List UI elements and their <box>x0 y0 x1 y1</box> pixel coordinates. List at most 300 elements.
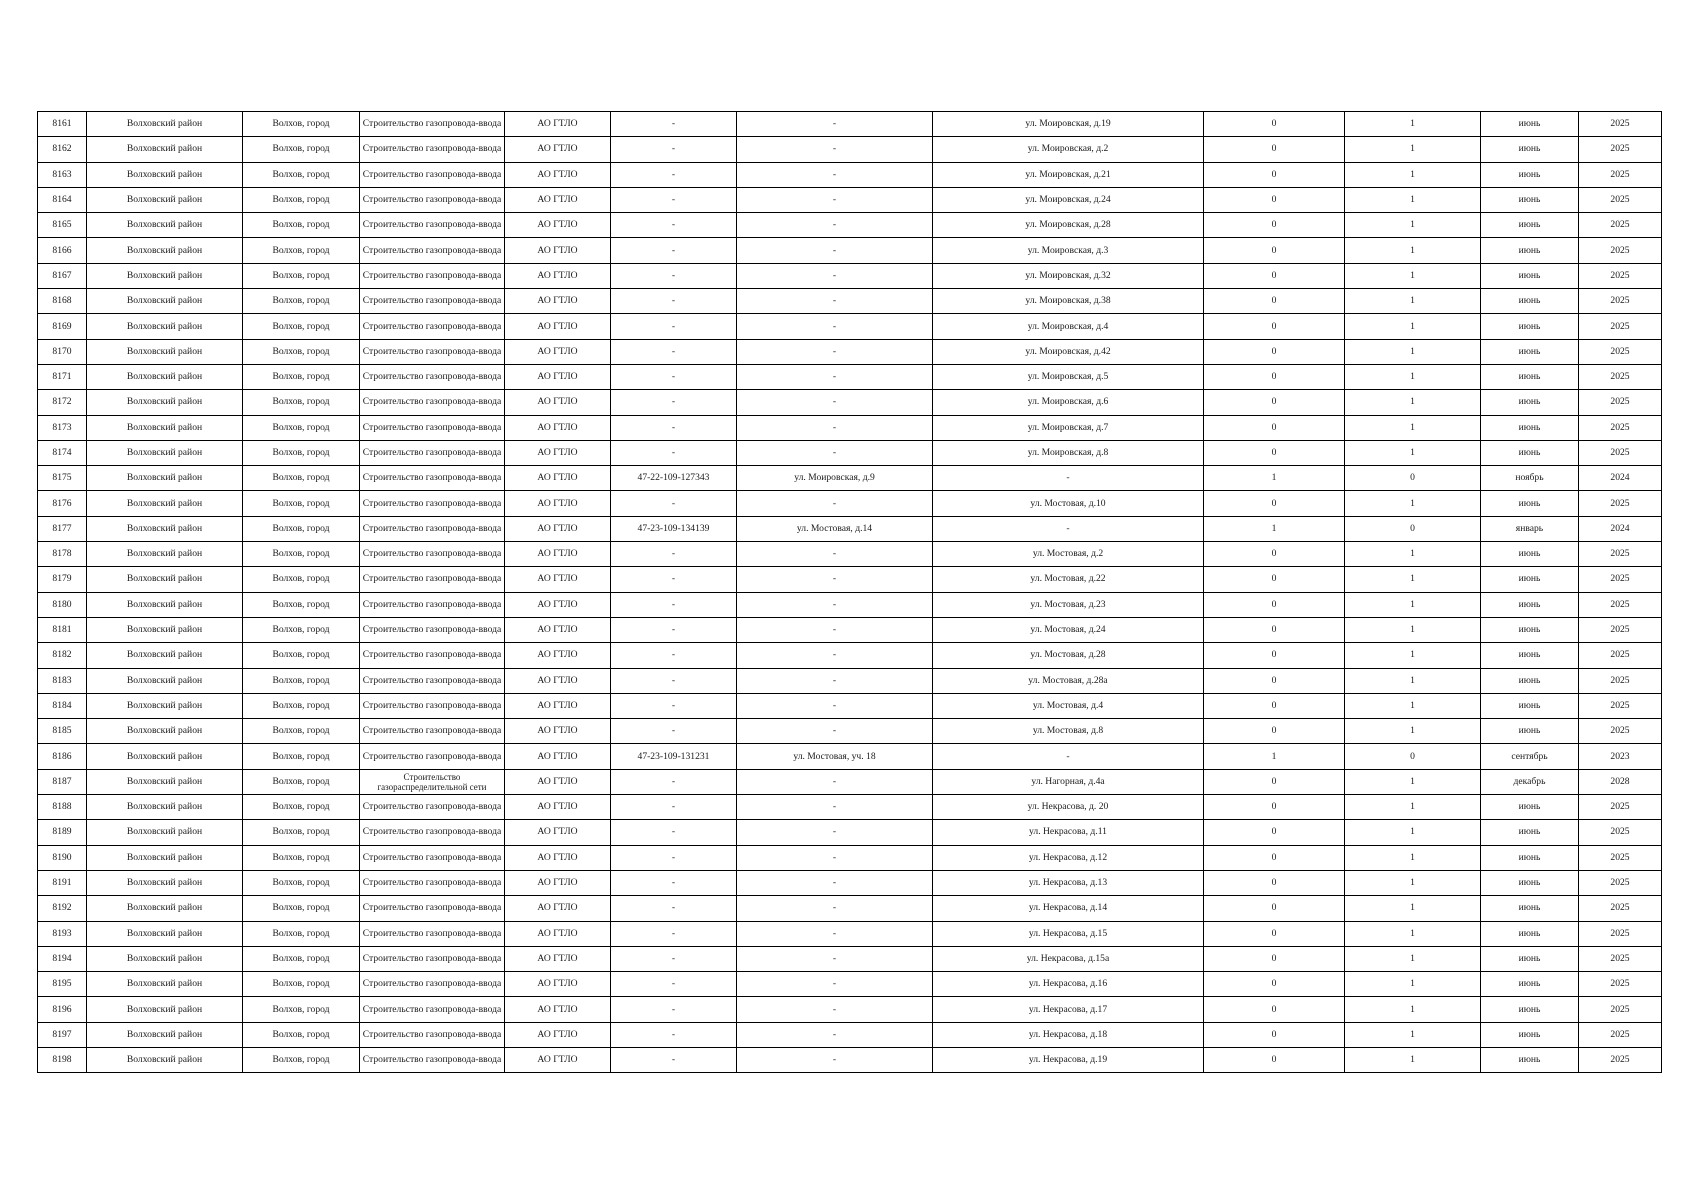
table-row <box>38 466 1662 491</box>
count-b-cell: 1 <box>1345 162 1481 187</box>
settlement-cell: Волхов, город <box>243 921 360 946</box>
count-a-cell: 0 <box>1204 364 1345 389</box>
work-type-cell: Строительство газопровода-ввода <box>360 592 505 617</box>
month-cell: июнь <box>1481 845 1579 870</box>
work-type-cell: Строительство газопровода-ввода <box>360 820 505 845</box>
organization-cell: АО ГТЛО <box>505 795 611 820</box>
settlement-cell: Волхов, город <box>243 769 360 794</box>
settlement-cell: Волхов, город <box>243 466 360 491</box>
planned-address-cell: ул. Мостовая, д.22 <box>933 567 1204 592</box>
settlement-cell: Волхов, город <box>243 997 360 1022</box>
planned-address-cell: ул. Моировская, д.6 <box>933 390 1204 415</box>
organization-cell: АО ГТЛО <box>505 719 611 744</box>
row-number-cell: 8164 <box>38 187 87 212</box>
row-number-cell: 8197 <box>38 1022 87 1047</box>
table-row <box>38 137 1662 162</box>
planned-address-cell: ул. Моировская, д.7 <box>933 415 1204 440</box>
object-address-cell: - <box>737 567 933 592</box>
count-a-cell: 0 <box>1204 162 1345 187</box>
count-b-cell: 1 <box>1345 542 1481 567</box>
organization-cell: АО ГТЛО <box>505 744 611 769</box>
settlement-cell: Волхов, город <box>243 289 360 314</box>
count-a-cell: 0 <box>1204 213 1345 238</box>
work-type-cell: Строительство газопровода-ввода <box>360 162 505 187</box>
settlement-cell: Волхов, город <box>243 137 360 162</box>
count-b-cell: 1 <box>1345 845 1481 870</box>
organization-cell: АО ГТЛО <box>505 137 611 162</box>
district-cell: Волховский район <box>87 364 243 389</box>
year-cell: 2025 <box>1579 491 1662 516</box>
settlement-cell: Волхов, город <box>243 238 360 263</box>
table-row <box>38 390 1662 415</box>
count-b-cell: 1 <box>1345 820 1481 845</box>
settlement-cell: Волхов, город <box>243 440 360 465</box>
row-number-cell: 8182 <box>38 643 87 668</box>
count-b-cell: 0 <box>1345 744 1481 769</box>
cadastral-number-cell: - <box>611 491 737 516</box>
work-type-cell: Строительство газопровода-ввода <box>360 364 505 389</box>
object-address-cell: - <box>737 896 933 921</box>
cadastral-number-cell: - <box>611 390 737 415</box>
district-cell: Волховский район <box>87 339 243 364</box>
object-address-cell: - <box>737 845 933 870</box>
district-cell: Волховский район <box>87 896 243 921</box>
cadastral-number-cell: - <box>611 1047 737 1072</box>
table-row <box>38 693 1662 718</box>
district-cell: Волховский район <box>87 643 243 668</box>
row-number-cell: 8178 <box>38 542 87 567</box>
object-address-cell: ул. Мостовая, уч. 18 <box>737 744 933 769</box>
count-b-cell: 1 <box>1345 1022 1481 1047</box>
month-cell: июнь <box>1481 896 1579 921</box>
cadastral-number-cell: - <box>611 617 737 642</box>
planned-address-cell: ул. Мостовая, д.2 <box>933 542 1204 567</box>
planned-address-cell: ул. Моировская, д.42 <box>933 339 1204 364</box>
object-address-cell: - <box>737 592 933 617</box>
settlement-cell: Волхов, город <box>243 617 360 642</box>
row-number-cell: 8191 <box>38 870 87 895</box>
count-b-cell: 1 <box>1345 592 1481 617</box>
district-cell: Волховский район <box>87 187 243 212</box>
year-cell: 2025 <box>1579 795 1662 820</box>
planned-address-cell: ул. Некрасова, д.13 <box>933 870 1204 895</box>
object-address-cell: - <box>737 440 933 465</box>
object-address-cell: - <box>737 289 933 314</box>
district-cell: Волховский район <box>87 542 243 567</box>
district-cell: Волховский район <box>87 263 243 288</box>
district-cell: Волховский район <box>87 592 243 617</box>
cadastral-number-cell: 47-23-109-134139 <box>611 516 737 541</box>
count-a-cell: 1 <box>1204 516 1345 541</box>
district-cell: Волховский район <box>87 795 243 820</box>
district-cell: Волховский район <box>87 137 243 162</box>
cadastral-number-cell: - <box>611 238 737 263</box>
count-b-cell: 1 <box>1345 491 1481 516</box>
cadastral-number-cell: - <box>611 668 737 693</box>
count-b-cell: 1 <box>1345 112 1481 137</box>
year-cell: 2025 <box>1579 870 1662 895</box>
year-cell: 2025 <box>1579 440 1662 465</box>
month-cell: сентябрь <box>1481 744 1579 769</box>
district-cell: Волховский район <box>87 112 243 137</box>
month-cell: июнь <box>1481 643 1579 668</box>
district-cell: Волховский район <box>87 719 243 744</box>
row-number-cell: 8163 <box>38 162 87 187</box>
cadastral-number-cell: - <box>611 440 737 465</box>
year-cell: 2025 <box>1579 592 1662 617</box>
row-number-cell: 8192 <box>38 896 87 921</box>
count-a-cell: 0 <box>1204 921 1345 946</box>
settlement-cell: Волхов, город <box>243 972 360 997</box>
planned-address-cell: ул. Некрасова, д.14 <box>933 896 1204 921</box>
table-row <box>38 1047 1662 1072</box>
planned-address-cell: - <box>933 466 1204 491</box>
table-body <box>38 112 1662 1073</box>
cadastral-number-cell: - <box>611 137 737 162</box>
count-b-cell: 1 <box>1345 870 1481 895</box>
cadastral-number-cell: - <box>611 415 737 440</box>
year-cell: 2025 <box>1579 567 1662 592</box>
planned-address-cell: ул. Мостовая, д.28а <box>933 668 1204 693</box>
count-a-cell: 0 <box>1204 972 1345 997</box>
table-row <box>38 845 1662 870</box>
year-cell: 2025 <box>1579 187 1662 212</box>
month-cell: июнь <box>1481 921 1579 946</box>
year-cell: 2025 <box>1579 719 1662 744</box>
year-cell: 2023 <box>1579 744 1662 769</box>
cadastral-number-cell: - <box>611 263 737 288</box>
district-cell: Волховский район <box>87 390 243 415</box>
count-b-cell: 1 <box>1345 339 1481 364</box>
work-type-cell: Строительство газопровода-ввода <box>360 137 505 162</box>
month-cell: ноябрь <box>1481 466 1579 491</box>
count-b-cell: 1 <box>1345 719 1481 744</box>
count-b-cell: 1 <box>1345 997 1481 1022</box>
district-cell: Волховский район <box>87 668 243 693</box>
year-cell: 2025 <box>1579 617 1662 642</box>
row-number-cell: 8168 <box>38 289 87 314</box>
row-number-cell: 8167 <box>38 263 87 288</box>
settlement-cell: Волхов, город <box>243 1047 360 1072</box>
month-cell: июнь <box>1481 1047 1579 1072</box>
count-a-cell: 0 <box>1204 415 1345 440</box>
planned-address-cell: ул. Некрасова, д.16 <box>933 972 1204 997</box>
work-type-cell: Строительство газопровода-ввода <box>360 440 505 465</box>
district-cell: Волховский район <box>87 617 243 642</box>
count-a-cell: 0 <box>1204 820 1345 845</box>
table-row <box>38 516 1662 541</box>
count-a-cell: 0 <box>1204 567 1345 592</box>
settlement-cell: Волхов, город <box>243 567 360 592</box>
month-cell: июнь <box>1481 997 1579 1022</box>
organization-cell: АО ГТЛО <box>505 187 611 212</box>
planned-address-cell: ул. Нагорная, д.4а <box>933 769 1204 794</box>
work-type-cell: Строительство газопровода-ввода <box>360 896 505 921</box>
gasification-plan-table <box>37 111 1662 1073</box>
organization-cell: АО ГТЛО <box>505 617 611 642</box>
district-cell: Волховский район <box>87 289 243 314</box>
cadastral-number-cell: 47-22-109-127343 <box>611 466 737 491</box>
district-cell: Волховский район <box>87 314 243 339</box>
count-b-cell: 1 <box>1345 972 1481 997</box>
cadastral-number-cell: - <box>611 769 737 794</box>
district-cell: Волховский район <box>87 744 243 769</box>
month-cell: июнь <box>1481 719 1579 744</box>
row-number-cell: 8165 <box>38 213 87 238</box>
organization-cell: АО ГТЛО <box>505 112 611 137</box>
object-address-cell: - <box>737 820 933 845</box>
organization-cell: АО ГТЛО <box>505 289 611 314</box>
row-number-cell: 8171 <box>38 364 87 389</box>
settlement-cell: Волхов, город <box>243 896 360 921</box>
settlement-cell: Волхов, город <box>243 339 360 364</box>
count-a-cell: 0 <box>1204 946 1345 971</box>
month-cell: июнь <box>1481 972 1579 997</box>
month-cell: июнь <box>1481 187 1579 212</box>
work-type-cell: Строительство газопровода-ввода <box>360 617 505 642</box>
work-type-cell: Строительство газопровода-ввода <box>360 542 505 567</box>
cadastral-number-cell: - <box>611 364 737 389</box>
year-cell: 2024 <box>1579 516 1662 541</box>
year-cell: 2025 <box>1579 364 1662 389</box>
planned-address-cell: ул. Моировская, д.4 <box>933 314 1204 339</box>
count-b-cell: 1 <box>1345 795 1481 820</box>
planned-address-cell: ул. Моировская, д.3 <box>933 238 1204 263</box>
table-row <box>38 364 1662 389</box>
table-row <box>38 643 1662 668</box>
organization-cell: АО ГТЛО <box>505 643 611 668</box>
settlement-cell: Волхов, город <box>243 542 360 567</box>
table-row <box>38 896 1662 921</box>
month-cell: июнь <box>1481 390 1579 415</box>
planned-address-cell: ул. Мостовая, д.24 <box>933 617 1204 642</box>
count-a-cell: 0 <box>1204 440 1345 465</box>
cadastral-number-cell: - <box>611 820 737 845</box>
organization-cell: АО ГТЛО <box>505 896 611 921</box>
row-number-cell: 8172 <box>38 390 87 415</box>
table-row <box>38 339 1662 364</box>
work-type-cell: Строительство газопровода-ввода <box>360 263 505 288</box>
district-cell: Волховский район <box>87 997 243 1022</box>
row-number-cell: 8169 <box>38 314 87 339</box>
district-cell: Волховский район <box>87 693 243 718</box>
object-address-cell: - <box>737 491 933 516</box>
month-cell: июнь <box>1481 137 1579 162</box>
row-number-cell: 8181 <box>38 617 87 642</box>
organization-cell: АО ГТЛО <box>505 870 611 895</box>
organization-cell: АО ГТЛО <box>505 162 611 187</box>
row-number-cell: 8187 <box>38 769 87 794</box>
year-cell: 2025 <box>1579 542 1662 567</box>
year-cell: 2025 <box>1579 339 1662 364</box>
organization-cell: АО ГТЛО <box>505 769 611 794</box>
district-cell: Волховский район <box>87 769 243 794</box>
work-type-cell: Строительство газопровода-ввода <box>360 390 505 415</box>
cadastral-number-cell: 47-23-109-131231 <box>611 744 737 769</box>
month-cell: июнь <box>1481 542 1579 567</box>
work-type-cell: Строительство газопровода-ввода <box>360 719 505 744</box>
count-a-cell: 0 <box>1204 896 1345 921</box>
cadastral-number-cell: - <box>611 289 737 314</box>
year-cell: 2025 <box>1579 263 1662 288</box>
table-row <box>38 972 1662 997</box>
count-b-cell: 1 <box>1345 213 1481 238</box>
object-address-cell: - <box>737 972 933 997</box>
object-address-cell: - <box>737 668 933 693</box>
settlement-cell: Волхов, город <box>243 516 360 541</box>
count-a-cell: 0 <box>1204 390 1345 415</box>
table-row <box>38 1022 1662 1047</box>
year-cell: 2028 <box>1579 769 1662 794</box>
planned-address-cell: ул. Некрасова, д.12 <box>933 845 1204 870</box>
organization-cell: АО ГТЛО <box>505 921 611 946</box>
district-cell: Волховский район <box>87 491 243 516</box>
work-type-cell: Строительство газопровода-ввода <box>360 643 505 668</box>
settlement-cell: Волхов, город <box>243 643 360 668</box>
table-row <box>38 921 1662 946</box>
year-cell: 2025 <box>1579 314 1662 339</box>
month-cell: июнь <box>1481 364 1579 389</box>
work-type-cell: Строительство газопровода-ввода <box>360 314 505 339</box>
organization-cell: АО ГТЛО <box>505 466 611 491</box>
count-b-cell: 1 <box>1345 693 1481 718</box>
count-b-cell: 1 <box>1345 1047 1481 1072</box>
work-type-cell: Строительство газопровода-ввода <box>360 1022 505 1047</box>
work-type-cell: Строительство газопровода-ввода <box>360 289 505 314</box>
settlement-cell: Волхов, город <box>243 390 360 415</box>
table-row <box>38 719 1662 744</box>
planned-address-cell: - <box>933 744 1204 769</box>
table-row <box>38 187 1662 212</box>
table-row <box>38 592 1662 617</box>
cadastral-number-cell: - <box>611 542 737 567</box>
count-b-cell: 1 <box>1345 238 1481 263</box>
settlement-cell: Волхов, город <box>243 112 360 137</box>
settlement-cell: Волхов, город <box>243 213 360 238</box>
row-number-cell: 8198 <box>38 1047 87 1072</box>
month-cell: июнь <box>1481 668 1579 693</box>
settlement-cell: Волхов, город <box>243 870 360 895</box>
planned-address-cell: ул. Моировская, д.32 <box>933 263 1204 288</box>
organization-cell: АО ГТЛО <box>505 997 611 1022</box>
organization-cell: АО ГТЛО <box>505 415 611 440</box>
object-address-cell: - <box>737 921 933 946</box>
organization-cell: АО ГТЛО <box>505 314 611 339</box>
month-cell: июнь <box>1481 314 1579 339</box>
object-address-cell: - <box>737 997 933 1022</box>
planned-address-cell: ул. Моировская, д.5 <box>933 364 1204 389</box>
table-row <box>38 263 1662 288</box>
row-number-cell: 8161 <box>38 112 87 137</box>
object-address-cell: ул. Мостовая, д.14 <box>737 516 933 541</box>
object-address-cell: - <box>737 870 933 895</box>
work-type-cell: Строительство газопровода-ввода <box>360 187 505 212</box>
count-a-cell: 0 <box>1204 845 1345 870</box>
row-number-cell: 8190 <box>38 845 87 870</box>
work-type-cell: Строительство газопровода-ввода <box>360 1047 505 1072</box>
table-row <box>38 820 1662 845</box>
cadastral-number-cell: - <box>611 870 737 895</box>
settlement-cell: Волхов, город <box>243 592 360 617</box>
work-type-cell: Строительство газопровода-ввода <box>360 516 505 541</box>
year-cell: 2025 <box>1579 112 1662 137</box>
row-number-cell: 8189 <box>38 820 87 845</box>
table-row <box>38 112 1662 137</box>
object-address-cell: - <box>737 719 933 744</box>
planned-address-cell: ул. Некрасова, д.15а <box>933 946 1204 971</box>
count-a-cell: 0 <box>1204 339 1345 364</box>
work-type-cell: Строительство газопровода-ввода <box>360 845 505 870</box>
settlement-cell: Волхов, город <box>243 668 360 693</box>
settlement-cell: Волхов, город <box>243 491 360 516</box>
count-a-cell: 0 <box>1204 668 1345 693</box>
year-cell: 2025 <box>1579 415 1662 440</box>
count-a-cell: 0 <box>1204 617 1345 642</box>
work-type-cell: Строительство газопровода-ввода <box>360 795 505 820</box>
planned-address-cell: ул. Моировская, д.19 <box>933 112 1204 137</box>
year-cell: 2025 <box>1579 238 1662 263</box>
object-address-cell: ул. Моировская, д.9 <box>737 466 933 491</box>
organization-cell: АО ГТЛО <box>505 845 611 870</box>
district-cell: Волховский район <box>87 921 243 946</box>
district-cell: Волховский район <box>87 440 243 465</box>
year-cell: 2025 <box>1579 997 1662 1022</box>
object-address-cell: - <box>737 187 933 212</box>
cadastral-number-cell: - <box>611 1022 737 1047</box>
year-cell: 2025 <box>1579 289 1662 314</box>
work-type-cell: Строительство газопровода-ввода <box>360 693 505 718</box>
count-a-cell: 1 <box>1204 744 1345 769</box>
count-a-cell: 0 <box>1204 263 1345 288</box>
month-cell: июнь <box>1481 693 1579 718</box>
row-number-cell: 8195 <box>38 972 87 997</box>
work-type-cell: Строительство газопровода-ввода <box>360 466 505 491</box>
table-row <box>38 213 1662 238</box>
organization-cell: АО ГТЛО <box>505 516 611 541</box>
count-a-cell: 0 <box>1204 769 1345 794</box>
month-cell: июнь <box>1481 592 1579 617</box>
count-b-cell: 1 <box>1345 921 1481 946</box>
table-row <box>38 946 1662 971</box>
count-b-cell: 1 <box>1345 390 1481 415</box>
month-cell: июнь <box>1481 213 1579 238</box>
month-cell: июнь <box>1481 1022 1579 1047</box>
district-cell: Волховский район <box>87 238 243 263</box>
cadastral-number-cell: - <box>611 795 737 820</box>
settlement-cell: Волхов, город <box>243 364 360 389</box>
work-type-cell: Строительство газопровода-ввода <box>360 972 505 997</box>
work-type-cell: Строительство газопровода-ввода <box>360 946 505 971</box>
row-number-cell: 8162 <box>38 137 87 162</box>
planned-address-cell: ул. Некрасова, д.17 <box>933 997 1204 1022</box>
work-type-cell: Строительство газопровода-ввода <box>360 997 505 1022</box>
row-number-cell: 8188 <box>38 795 87 820</box>
settlement-cell: Волхов, город <box>243 314 360 339</box>
month-cell: июнь <box>1481 162 1579 187</box>
object-address-cell: - <box>737 643 933 668</box>
object-address-cell: - <box>737 769 933 794</box>
count-a-cell: 0 <box>1204 1047 1345 1072</box>
table-row <box>38 238 1662 263</box>
district-cell: Волховский район <box>87 516 243 541</box>
planned-address-cell: ул. Моировская, д.38 <box>933 289 1204 314</box>
organization-cell: АО ГТЛО <box>505 668 611 693</box>
settlement-cell: Волхов, город <box>243 820 360 845</box>
organization-cell: АО ГТЛО <box>505 1022 611 1047</box>
cadastral-number-cell: - <box>611 693 737 718</box>
month-cell: июнь <box>1481 263 1579 288</box>
row-number-cell: 8173 <box>38 415 87 440</box>
